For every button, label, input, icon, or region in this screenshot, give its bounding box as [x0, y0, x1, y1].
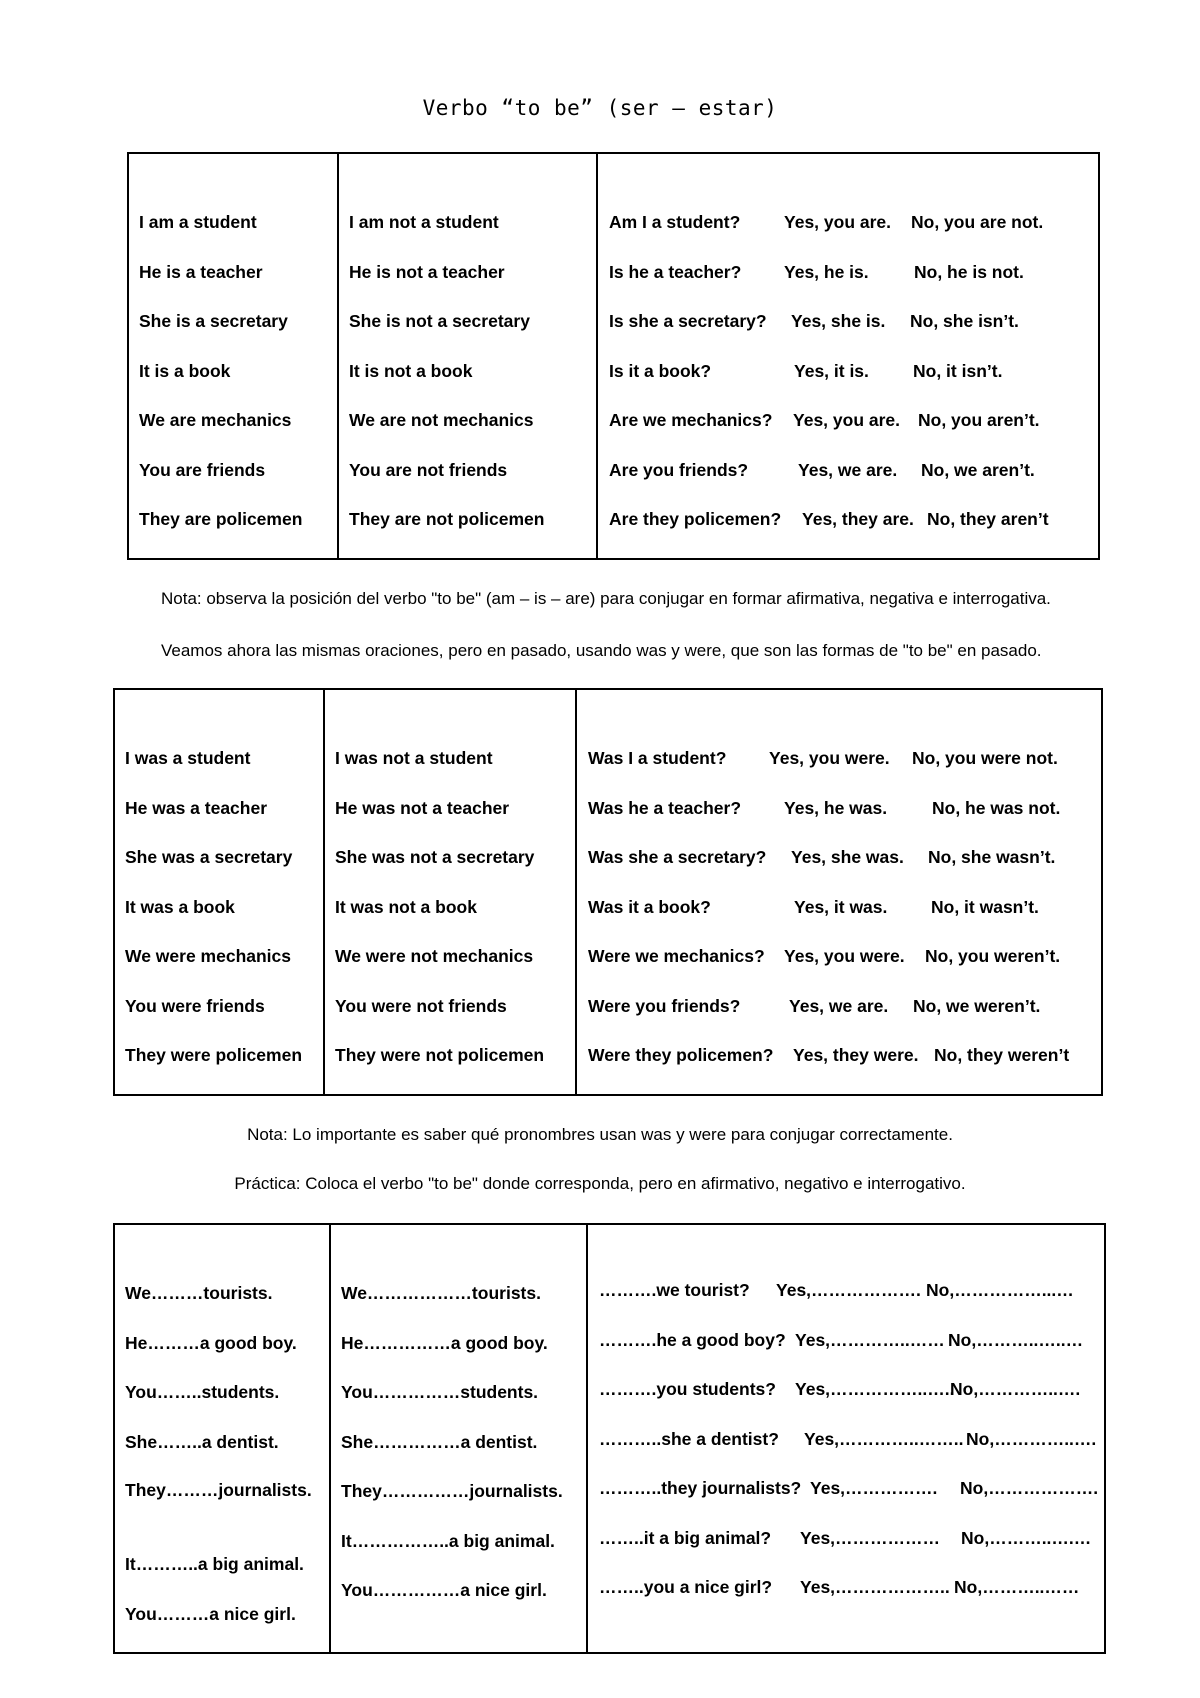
past-affirmative: They were policemen	[125, 1045, 303, 1065]
past-affirmative: It was a book	[125, 896, 235, 917]
present-table	[127, 152, 1100, 560]
past-question: Were they policemen?	[588, 1045, 774, 1065]
past-short-yes: Yes, they were.	[793, 1045, 919, 1065]
practice-question-blank: ……..it a big animal?	[599, 1527, 772, 1548]
present-affirmative: You are friends	[139, 459, 266, 480]
practice-affirmative-blank: You……..students.	[125, 1382, 280, 1402]
present-short-yes: Yes, you are.	[784, 212, 892, 232]
note-was-were: Nota: Lo importante es saber qué pronombres usan was y were para conjugar correctamente.	[247, 1125, 953, 1144]
present-question: Am I a student?	[609, 212, 741, 232]
practice-negative-blank: It……………..a big animal.	[341, 1530, 555, 1551]
practice-no-blank: No,………..……	[954, 1577, 1080, 1597]
practice-yes-blank: Yes,……………..…..	[795, 1379, 955, 1399]
practice-negative-blank: They……………journalists.	[341, 1481, 563, 1501]
practice-no-blank: No,………..….…	[961, 1527, 1092, 1548]
present-short-yes: Yes, he is.	[784, 261, 869, 282]
practice-no-blank: No,………..…..…	[948, 1329, 1084, 1350]
practice-question-blank: ………..she a dentist?	[599, 1428, 779, 1449]
past-question: Was he a teacher?	[588, 797, 742, 818]
past-question: Were we mechanics?	[588, 946, 765, 966]
present-short-yes: Yes, you are.	[793, 410, 901, 430]
practice-question-blank: ……….he a good boy?	[599, 1329, 786, 1350]
present-short-no: No, she isn’t.	[910, 311, 1019, 331]
practice-question-blank: ……….you students?	[599, 1379, 776, 1399]
present-affirmative: They are policemen	[139, 509, 303, 529]
present-affirmative: He is a teacher	[139, 261, 263, 282]
past-short-yes: Yes, he was.	[784, 797, 888, 818]
present-interrogative-column	[597, 153, 1099, 559]
past-affirmative: We were mechanics	[125, 946, 292, 966]
practice-question-blank: ……..you a nice girl?	[599, 1577, 773, 1597]
past-table	[113, 688, 1103, 1096]
practice-affirmative-blank: She……..a dentist.	[125, 1431, 279, 1452]
practice-affirmative-column	[114, 1224, 330, 1653]
past-negative: I was not a student	[335, 748, 493, 768]
practice-affirmative-blank: We………tourists.	[125, 1283, 273, 1303]
practice-affirmative-blank: He………a good boy.	[125, 1332, 297, 1353]
present-affirmative: We are mechanics	[139, 410, 292, 430]
practice-negative-blank: You……………students.	[341, 1382, 539, 1402]
note-past-intro: Veamos ahora las mismas oraciones, pero en pasado, usando was y were, que son las formas de "to be" en pasado.	[161, 641, 1042, 660]
present-affirmative: I am a student	[139, 212, 257, 232]
present-affirmative: It is a book	[139, 360, 231, 381]
present-short-yes: Yes, she is.	[791, 311, 886, 331]
past-affirmative: I was a student	[125, 748, 251, 768]
practice-yes-blank: Yes,…………..……	[795, 1329, 945, 1350]
present-short-no: No, he is not.	[914, 261, 1024, 282]
present-negative: They are not policemen	[349, 509, 545, 529]
practice-instructions: Práctica: Coloca el verbo "to be" donde corresponda, pero en afirmativo, negativo e interrogativo.	[234, 1174, 966, 1193]
present-question: Are you friends?	[609, 459, 749, 480]
practice-no-blank: No,……………….	[960, 1478, 1099, 1498]
past-negative: You were not friends	[335, 995, 507, 1016]
present-affirmative: She is a secretary	[139, 311, 288, 331]
present-short-yes: Yes, we are.	[798, 459, 898, 480]
present-short-yes: Yes, they are.	[802, 509, 914, 529]
practice-negative-column	[330, 1224, 587, 1653]
past-negative: It was not a book	[335, 896, 477, 917]
past-negative-column	[324, 689, 576, 1095]
practice-affirmative-blank: It………..a big animal.	[125, 1554, 304, 1574]
past-short-yes: Yes, she was.	[791, 847, 904, 867]
past-short-no: No, you were not.	[912, 748, 1058, 768]
past-short-yes: Yes, you were.	[784, 946, 905, 966]
present-negative-column	[338, 153, 597, 559]
past-short-no: No, they weren’t	[934, 1045, 1070, 1065]
present-short-yes: Yes, it is.	[794, 360, 869, 381]
present-short-no: No, you are not.	[911, 212, 1044, 232]
past-negative: She was not a secretary	[335, 847, 535, 867]
past-short-no: No, it wasn’t.	[931, 896, 1039, 917]
present-negative: You are not friends	[349, 459, 508, 480]
practice-no-blank: No,…………..….	[966, 1428, 1097, 1449]
present-question: Is he a teacher?	[609, 261, 742, 282]
past-question: Were you friends?	[588, 995, 741, 1016]
practice-yes-blank: Yes,…………..……..	[804, 1428, 964, 1449]
past-negative: They were not policemen	[335, 1045, 545, 1065]
past-short-yes: Yes, we are.	[789, 995, 889, 1016]
past-negative: He was not a teacher	[335, 797, 510, 818]
practice-yes-blank: Yes,………………	[800, 1527, 941, 1548]
present-negative: It is not a book	[349, 360, 473, 381]
past-question: Was she a secretary?	[588, 847, 767, 867]
present-affirmative-column	[128, 153, 338, 559]
practice-negative-blank: We………………tourists.	[341, 1283, 541, 1303]
present-question: Are they policemen?	[609, 509, 782, 529]
past-short-no: No, we weren’t.	[913, 995, 1041, 1016]
past-negative: We were not mechanics	[335, 946, 534, 966]
practice-yes-blank: Yes,………………..	[800, 1577, 950, 1597]
note-present: Nota: observa la posición del verbo "to be" (am – is – are) para conjugar en formar afirmativa, negativa e interrogativa.	[161, 589, 1051, 608]
present-short-no: No, you aren’t.	[918, 410, 1040, 430]
past-question: Was it a book?	[588, 896, 711, 917]
present-question: Is she a secretary?	[609, 311, 767, 331]
present-question: Is it a book?	[609, 360, 712, 381]
past-short-no: No, she wasn’t.	[928, 847, 1056, 867]
practice-negative-blank: He……………a good boy.	[341, 1332, 548, 1353]
past-affirmative: He was a teacher	[125, 797, 268, 818]
past-interrogative-column	[576, 689, 1102, 1095]
practice-affirmative-blank: They………journalists.	[125, 1480, 312, 1500]
past-short-no: No, he was not.	[932, 797, 1061, 818]
practice-no-blank: No,…………..….	[950, 1379, 1081, 1399]
practice-affirmative-blank: You………a nice girl.	[125, 1603, 296, 1624]
practice-interrogative-column	[587, 1224, 1105, 1653]
past-affirmative: She was a secretary	[125, 847, 293, 867]
practice-no-blank: No,……………...…	[926, 1280, 1074, 1300]
past-short-yes: Yes, it was.	[794, 896, 888, 917]
present-short-no: No, it isn’t.	[913, 360, 1003, 381]
present-question: Are we mechanics?	[609, 410, 773, 430]
past-short-no: No, you weren’t.	[925, 946, 1061, 966]
page-title: Verbo “to be” (ser – estar)	[422, 96, 778, 120]
practice-negative-blank: You……………a nice girl.	[341, 1580, 547, 1600]
present-negative: We are not mechanics	[349, 410, 534, 430]
past-affirmative-column	[114, 689, 324, 1095]
practice-negative-blank: She……………a dentist.	[341, 1431, 538, 1452]
practice-yes-blank: Yes,……………….	[776, 1280, 921, 1300]
present-short-no: No, we aren’t.	[921, 459, 1035, 480]
practice-yes-blank: Yes,…………….	[810, 1478, 938, 1498]
practice-question-blank: ………..they journalists?	[599, 1478, 802, 1498]
past-question: Was I a student?	[588, 748, 727, 768]
present-negative: He is not a teacher	[349, 261, 505, 282]
past-affirmative: You were friends	[125, 995, 265, 1016]
present-short-no: No, they aren’t	[927, 509, 1049, 529]
practice-table	[113, 1223, 1106, 1654]
present-negative: She is not a secretary	[349, 311, 530, 331]
present-negative: I am not a student	[349, 212, 499, 232]
practice-question-blank: ……….we tourist?	[599, 1280, 750, 1300]
past-short-yes: Yes, you were.	[769, 748, 890, 768]
